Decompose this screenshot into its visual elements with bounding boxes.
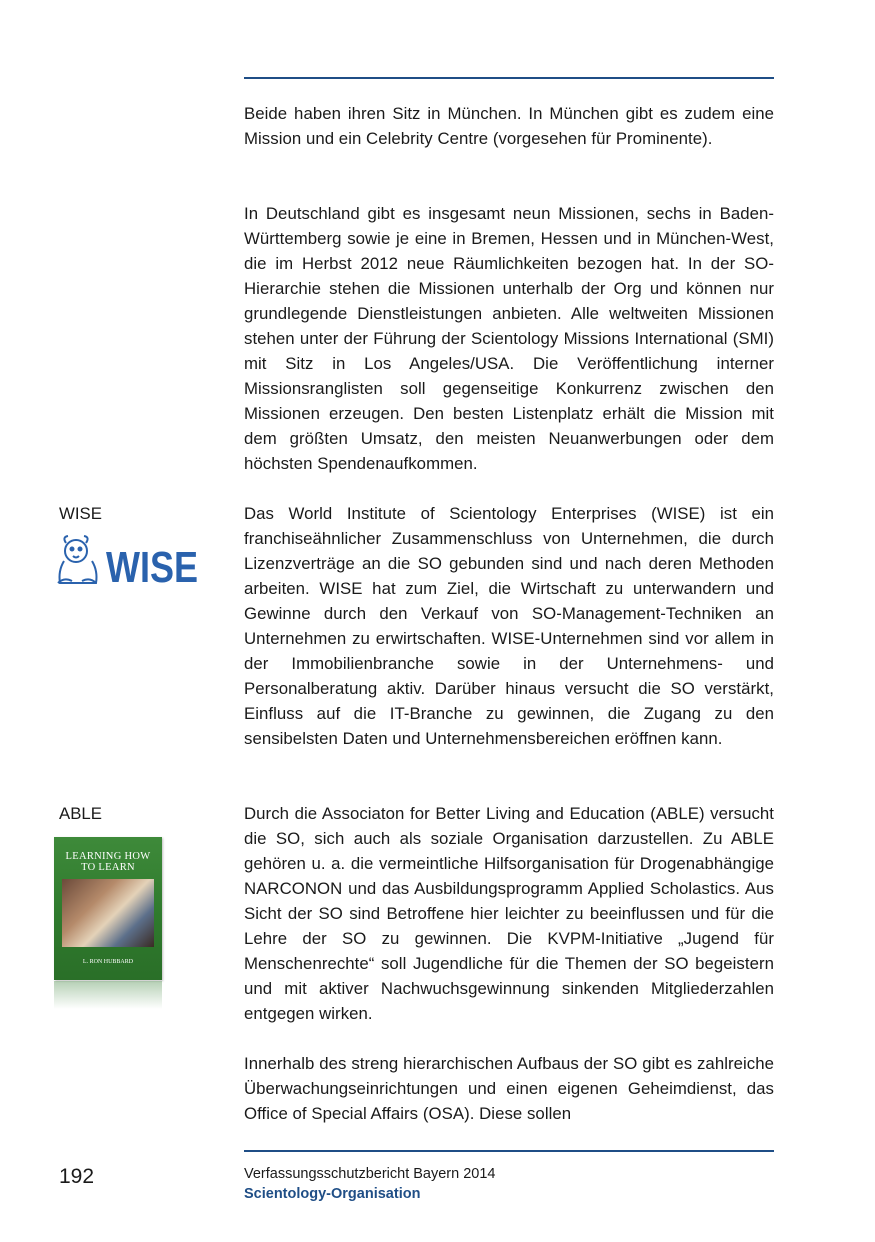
page-number: 192: [59, 1165, 95, 1188]
book-title-line-2: TO LEARN: [81, 862, 135, 873]
book-author: L. RON HUBBARD: [82, 959, 134, 965]
paragraph-missions: In Deutschland gibt es insgesamt neun Missionen, sechs in Baden-Württemberg sowie je eine in Bremen, Hessen und in München-West, die im Herbst 2012 neue Räumlichkeiten bezogen hat. In der SO-Hierarchie stehen die Missionen unterhalb der Org und können nur grundlegende Dienstleistungen anbieten. Alle weltweiten Missionen stehen unter der Führung der Scientology Missions International (SMI) mit Sitz in Los Angeles/USA. Die Veröffentlichung interner Missionsranglisten soll gegenseitige Konkurrenz zwischen den Missionen erzeugen. Den besten Listenplatz erhält die Mission mit dem größten Umsatz, den meisten Neuanwerbungen oder dem höchsten Spendenaufkommen.: [244, 204, 774, 473]
footer-report-title: Verfassungsschutzbericht Bayern 2014: [244, 1166, 496, 1182]
lion-icon: [58, 536, 97, 583]
footer-rule: [244, 1150, 774, 1152]
footer-section-title: Scientology-Organisation: [244, 1186, 421, 1202]
book-title-line-1: LEARNING HOW: [65, 851, 151, 862]
paragraph-able: Durch die Associaton for Better Living and Education (ABLE) versucht die SO, sich auch als soziale Organisation darzustellen. Zu ABLE gehören u. a. die vermeintliche Hilfsorganisation für Drogenabhängige NARCONON und das Ausbildungsprogramm Applied Scholastics. Aus Sicht der SO sind Betroffene hier leichter zu beeinflussen und für die Lehre der SO zu gewinnen. Die KVPM-Initiative „Jugend für Menschenrechte“ soll Jugendliche für die Themen der SO begeistern und mit aktiver Nachwuchsgewinnung sinkenden Mitgliederzahlen entgegen wirken.: [244, 804, 774, 1023]
book-cover: [54, 837, 162, 980]
wise-label: WISE: [59, 504, 102, 523]
paragraph-wise: Das World Institute of Scientology Enterprises (WISE) ist ein franchiseähnlicher Zusammenschluss von Unternehmen, die durch Lizenzverträge an die SO gebunden sind und nach deren Methoden arbeiten. WISE hat zum Ziel, die Wirtschaft zu unterwandern und Gewinne durch den Verkauf von SO-Management-Techniken an Unternehmen zu erwirtschaften. WISE-Unternehmen sind vor allem in der Immobilienbranche sowie in der Unternehmens- und Personalberatung aktiv. Darüber hinaus versucht die SO verstärkt, Einfluss auf die IT-Branche zu gewinnen, die Zugang zu den sensibelsten Daten und Unternehmensbereichen eröffnen kann.: [244, 504, 774, 748]
book-cover-image: [54, 837, 164, 1009]
paragraph-osa: Innerhalb des streng hierarchischen Aufbaus der SO gibt es zahlreiche Überwachungseinrichtungen und einen eigenen Geheimdienst, das Office of Special Affairs (OSA). Diese sollen: [244, 1054, 774, 1123]
book-reflection: [54, 981, 162, 1009]
able-label: ABLE: [59, 804, 102, 823]
wise-logo-text: WISE: [106, 543, 198, 592]
book-title: [54, 851, 162, 873]
book-photo: [62, 879, 154, 947]
paragraph-munich: Beide haben ihren Sitz in München. In München gibt es zudem eine Mission und ein Celebrity Centre (vorgesehen für Prominente).: [244, 104, 774, 148]
wise-logo: [54, 535, 199, 592]
header-rule: [244, 77, 774, 79]
